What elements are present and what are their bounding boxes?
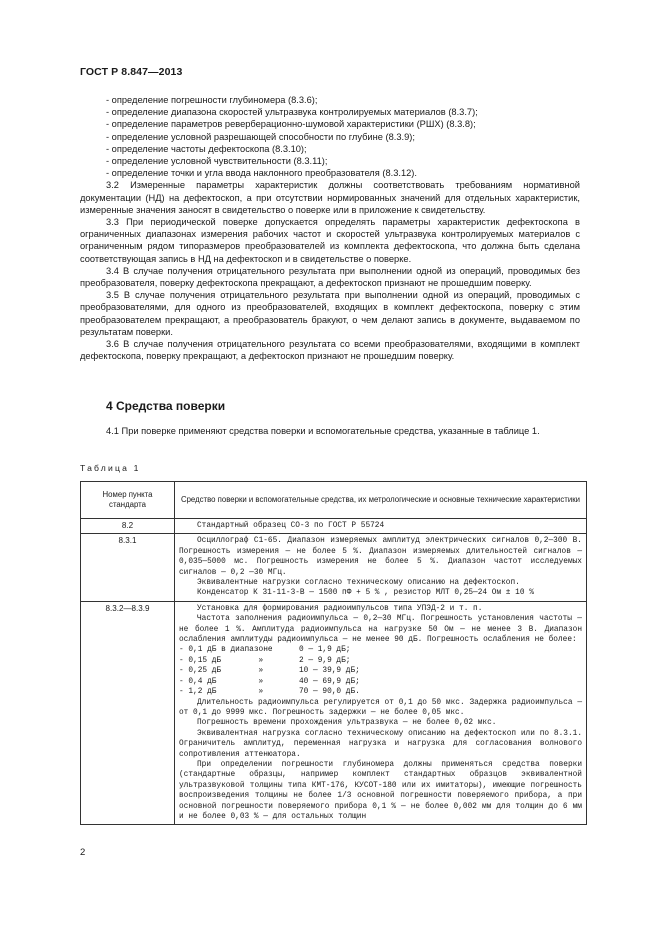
cell-paragraph: Конденсатор К 31-11-3-В — 1500 пФ + 5 % , резистор МЛТ 0,25—24 Ом ± 10 % xyxy=(197,589,534,598)
section-intro: 4.1 При поверке применяют средства поверки и вспомогательные средства, указанные в таблице 1. xyxy=(106,426,540,436)
list-item: - определение точки и угла ввода наклонного преобразователя (8.3.12). xyxy=(106,168,417,179)
table-cell-text xyxy=(175,519,587,534)
table-header-row xyxy=(81,482,587,519)
attenuation-row xyxy=(179,677,582,687)
table-header-cell: Номер пункта стандарта xyxy=(81,482,175,519)
attenuation-row xyxy=(179,687,582,697)
attenuation-row xyxy=(179,656,582,666)
attenuation-error: - 0,4 дБ » xyxy=(179,677,264,686)
cell-paragraph: Частота заполнения радиоимпульса — 0,2—30 МГц. Погрешность установления частоты — не более 1 %. Амплитуда радиоимпульса на нагрузке 50 Ом — не менее 3 В. Диапазон ослабления амплитуды радиоимпульса — не менее 90 дБ. Погрешность ослабления не более: xyxy=(179,615,582,645)
attenuation-range: 70 — 90,0 дБ. xyxy=(299,688,360,697)
table-title: Таблица 1 xyxy=(80,463,141,473)
attenuation-error: - 0,15 дБ » xyxy=(179,656,264,665)
cell-paragraph: Погрешность времени прохождения ультразвука — не более 0,02 мкс. xyxy=(197,719,497,728)
table-row xyxy=(81,601,587,825)
cell-paragraph: Осциллограф С1-65. Диапазон измеряемых амплитуд электрических сигналов 0,2—300 В. Погрешность измерения — не более 5 %. Диапазон измеряемых длительностей сигналов — 0,035—5000 мс. Погрешность измерения не более 5 %. Диапазон частот исследуемых сигналов — 0,2 —30 МГц. xyxy=(179,537,582,577)
list-item: - определение условной разрешающей способности по глубине (8.3.9); xyxy=(106,131,415,142)
cell-paragraph: Эквивалентная нагрузка согласно техническому описанию на дефектоскоп или по 8.3.1. Ограничитель амплитуд, переменная нагрузка и нагрузка для согласования волнового сопротивления аттенюатора. xyxy=(179,729,582,759)
table-cell-number: 8.3.1 xyxy=(81,534,175,601)
page-header: ГОСТ Р 8.847—2013 xyxy=(80,66,183,78)
cell-paragraph: При определении погрешности глубиномера должны применяться средства поверки (стандартные образцы, например комплект стандартных образцов эквивалентной ультразвуковой толщины типа КМТ-176, КУСОТ-180 или их имитаторы), имеющие погрешность воспроизведения толщины не более 1/3 основной погрешности поверяемого прибора, а при основной погрешности поверяемого прибора 0,1 % — не более 0,002 мм для толщин до 6 мм и не более 0,03 % — для остальных толщин xyxy=(179,760,582,821)
table-cell-number: 8.3.2—8.3.9 xyxy=(81,601,175,825)
cell-paragraph: Установка для формирования радиоимпульсов типа УПЭД-2 и т. п. xyxy=(197,604,483,613)
list-item: - определение погрешности глубиномера (8.3.6); xyxy=(106,95,318,105)
attenuation-row xyxy=(179,645,582,655)
section-heading: 4 Средства поверки xyxy=(106,399,226,413)
attenuation-range: 2 — 9,9 дБ; xyxy=(299,656,351,665)
attenuation-error: - 1,2 дБ » xyxy=(179,688,264,697)
verification-means-table xyxy=(80,481,587,825)
paragraph-3-2: 3.2 Измеренные параметры характеристик должны соответствовать требованиям нормативной документации (НД) на дефектоскоп, а при отсутствии нормированных значений для отдельных характеристик, измеренные значения заносят в свидетельство о поверке или в приложение к свидетельству. xyxy=(80,180,580,215)
paragraph-3-5: 3.5 В случае получения отрицательного результата при выполнении одной из операций, проводимых с преобразователями, для одного из преобразователей, входящих в комплект дефектоскопа, поверку с этим преобразователем прекращают, а преобразователь бракуют, о чем делают запись в документе, выдаваемом по результатам поверки. xyxy=(80,290,580,337)
table-row xyxy=(81,519,587,534)
attenuation-row xyxy=(179,666,582,676)
list-item: - определение диапазона скоростей ультразвука контролируемых материалов (8.3.7); xyxy=(106,107,478,118)
table-header-cell: Средство поверки и вспомогательные средства, их метрологические и основные технические характеристики xyxy=(175,482,587,519)
page-number: 2 xyxy=(80,847,86,858)
table-cell-text xyxy=(175,534,587,601)
table-cell-text xyxy=(175,601,587,825)
list-item: - определение параметров реверберационно-шумовой характеристики (РШХ) (8.3.8); xyxy=(106,119,476,130)
attenuation-range: 40 — 69,9 дБ; xyxy=(299,677,360,686)
attenuation-error: - 0,1 дБ в диапазоне xyxy=(179,646,273,655)
attenuation-range: 10 — 39,9 дБ; xyxy=(299,667,360,676)
table-cell-number: 8.2 xyxy=(81,519,175,534)
body-text xyxy=(80,94,580,362)
paragraph-3-4: 3.4 В случае получения отрицательного результата при выполнении одной из операций, проводимых без преобразователя, поверку дефектоскопа прекращают, а дефектоскоп признают не прошедшим поверку. xyxy=(80,265,580,289)
paragraph-3-3: 3.3 При периодической поверке допускается определять параметры характеристик дефектоскопа в ограниченных диапазонах измерения рабочих частот и скоростей ультразвука контролируемых материалов с ограниченным рядом типоразмеров преобразователей из комплекта дефектоскопа, что должна быть сделана соответствующая запись в НД на дефектоскоп и в свидетельстве о поверке. xyxy=(80,217,580,264)
list-item: - определение частоты дефектоскопа (8.3.10); xyxy=(106,143,307,154)
table-row xyxy=(81,534,587,601)
cell-paragraph: Стандартный образец СО-3 по ГОСТ Р 55724 xyxy=(197,522,385,530)
list-item: - определение условной чувствительности (8.3.11); xyxy=(106,156,328,167)
cell-paragraph: Длительность радиоимпульса регулируется от 0,1 до 50 мкс. Задержка радиоимпульса — от 0,1 до 9999 мкс. Погрешность задержки — не более 0,05 мкс. xyxy=(179,698,582,717)
paragraph-3-6: 3.6 В случае получения отрицательного результата со всеми преобразователями, входящими в комплект дефектоскопа, поверку прекращают, а дефектоскоп признают не прошедшим поверку. xyxy=(80,339,580,362)
cell-paragraph: Эквивалентные нагрузки согласно техническому описанию на дефектоскоп. xyxy=(197,579,520,588)
attenuation-error: - 0,25 дБ » xyxy=(179,667,264,676)
attenuation-range: 0 — 1,9 дБ; xyxy=(299,646,351,655)
